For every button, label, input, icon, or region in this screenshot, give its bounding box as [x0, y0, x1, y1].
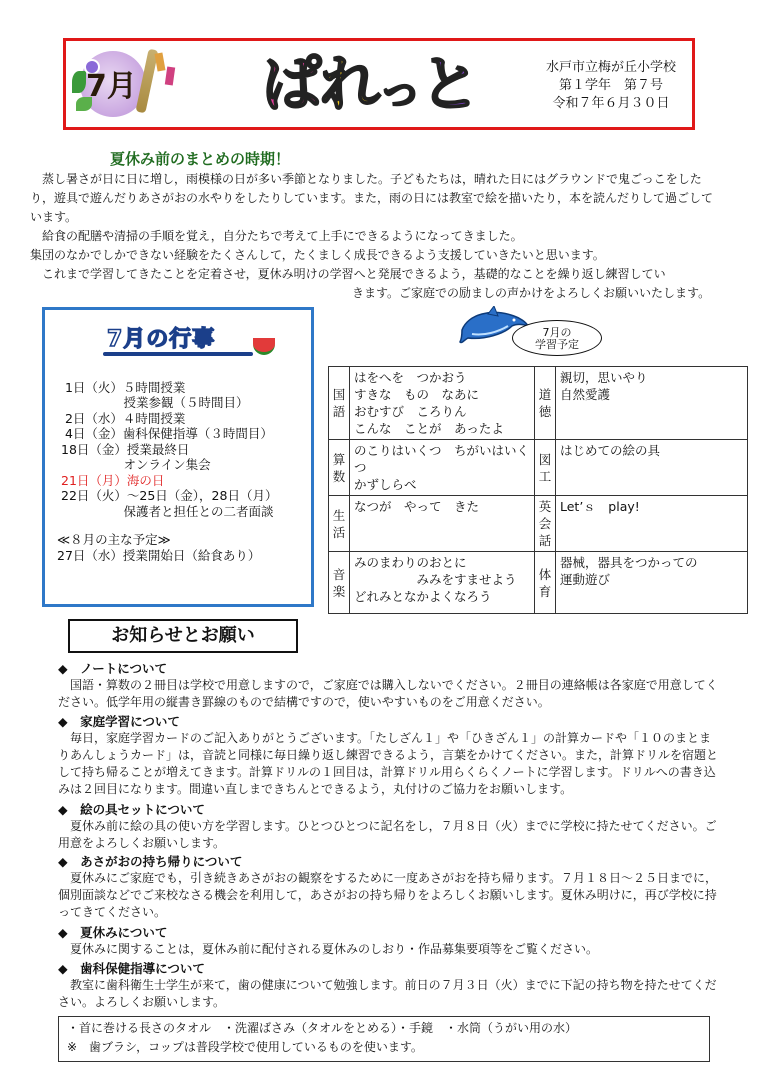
- notice-heading-text: 歯科保健指導について: [80, 961, 205, 976]
- subject-cell: 英会話: [535, 496, 556, 552]
- notice-heading-text: あさがおの持ち帰りについて: [80, 854, 243, 869]
- plan-label-line: 7月の: [542, 326, 572, 339]
- subject-cell: 音楽: [329, 552, 350, 614]
- intro-heading: 夏休み前のまとめの時期！: [110, 150, 291, 168]
- notice-body: 毎日，家庭学習カードのご記入ありがとうございます。「たしざん１」や「ひきざん１」の計算カードや「１０のまとまりあんしょうカード」は，音読と同様に毎日繰り返し練習できるよう，言葉をかけてください。また，計算ドリルを宿題として持ち帰ることが増えてきます。計算ドリルの１回目は，計算ドリル用らくらくノートに学習します。ドリルへの書き込みは２回目になります。間違い直しまできちんとできるよう，丸付けのご協力をお願いします。: [58, 731, 719, 796]
- issue-date: 令和７年６月３０日: [552, 96, 670, 111]
- event-line: 18日（金）授業最終日: [61, 442, 190, 457]
- content-cell: なつが やって きた: [350, 496, 535, 552]
- subject-cell: 国語: [329, 367, 350, 440]
- plan-label-line: 学習予定: [535, 338, 579, 351]
- event-line: 2日（水）４時間授業: [61, 411, 186, 426]
- table-row: [329, 367, 748, 440]
- tanzaku-icon: [154, 52, 165, 71]
- event-line: オンライン集会: [61, 457, 211, 472]
- august-heading: ≪８月の主な予定≫: [57, 532, 171, 547]
- notice-body: 夏休みにご家庭でも，引き続きあさがおの観察をするために一度あさがおを持ち帰ります。７月１８日～２５日までに，個別面談などでご来校なさる機会を利用して，あさがおの持ち帰りをよろしくお願いします。夏休み明けに，再び学校に持ってきてください。: [58, 871, 718, 919]
- issue-number: 第１学年 第７号: [558, 78, 663, 93]
- content-cell: Let’ｓ play!: [556, 496, 748, 552]
- subject-cell: 体育: [535, 552, 556, 614]
- content-cell: 親切，思いやり 自然愛護: [556, 367, 748, 440]
- event-line: 4日（金）歯科保健指導（３時間目）: [61, 426, 273, 441]
- content-cell: はをへを つかおう すきな もの なあに おむすび ころりん こんな ことが あったよ: [350, 367, 535, 440]
- plan-label: [518, 327, 596, 351]
- notice-heading: ◆ 絵の具セットについて: [58, 802, 205, 817]
- august-line: 27日（水）授業開始日（給食あり）: [57, 548, 261, 563]
- logo-char: れ: [320, 50, 378, 120]
- table-row: [329, 440, 748, 496]
- notice-heading-text: ノートについて: [80, 661, 168, 676]
- content-cell: みのまわりのおとに みみをすませよう どれみとなかよくなろう: [350, 552, 535, 614]
- tanzaku-icon: [165, 67, 175, 86]
- table-row: [329, 552, 748, 614]
- watermelon-icon: [253, 338, 275, 355]
- content-cell: 器械，器具をつかっての 運動遊び: [556, 552, 748, 614]
- notice-heading-text: 家庭学習について: [80, 714, 180, 729]
- notice-title: お知らせとお願い: [68, 619, 298, 653]
- school-info: [536, 59, 686, 113]
- newsletter-header: [63, 38, 695, 130]
- notice-heading-text: 絵の具セットについて: [80, 802, 205, 817]
- belongings-line: ・首に巻ける長さのタオル ・洗濯ばさみ（タオルをとめる）・手鏡 ・水筒（うがい用の水）: [67, 1021, 578, 1035]
- notice-heading: ◆ 夏休みについて: [58, 925, 168, 940]
- content-cell: のこりはいくつ ちがいはいくつ かずしらべ: [350, 440, 535, 496]
- notice-body: 夏休み前に絵の具の使い方を学習します。ひとつひとつに記名をし，７月８日（火）までに学校に持たせてください。ご用意をよろしくお願いします。: [58, 819, 717, 850]
- intro-paragraph: 蒸し暑さが日に日に増し，雨模様の日が多い季節となりました。子どもたちは，晴れた日にはグラウンドで鬼ごっこをしたり，遊具で遊んだりあさがおの水やりをしたりしています。また，雨の日には教室で絵を描いたり，本を読んだりして過ごしています。: [30, 172, 714, 224]
- study-plan-table: [328, 366, 748, 614]
- title-underline: [103, 352, 253, 356]
- school-name: 水戸市立梅が丘小学校: [545, 60, 676, 75]
- newsletter-logo: [262, 45, 478, 131]
- events-title: 7月の行事: [107, 327, 216, 352]
- subject-cell: 図工: [535, 440, 556, 496]
- content-cell: はじめての絵の具: [556, 440, 748, 496]
- event-line: 22日（火）～25日（金），28日（月）: [61, 488, 278, 503]
- belongings-note: ※ 歯ブラシ，コップは普段学校で使用しているものを使います。: [67, 1040, 423, 1054]
- notice-heading: ◆ ノートについて: [58, 661, 168, 676]
- intro-paragraph: きます。ご家庭での励ましの声かけをよろしくお願いいたします。: [352, 286, 711, 300]
- table-row: [329, 496, 748, 552]
- notice-body: 教室に歯科衛生士学生が来て，歯の健康について勉強します。前日の７月３日（火）までに下記の持ち物を持たせてください。よろしくお願いします。: [58, 978, 717, 1009]
- events-box: [42, 307, 314, 607]
- notice-body: 国語・算数の２冊目は学校で用意しますので，ご家庭では購入しないでください。２冊目の連絡帳は各家庭で用意してください。低学年用の縦書き罫線のもので結構ですので，使いやすいものをご用意ください。: [58, 678, 718, 709]
- intro-paragraph: 給食の配膳や清掃の手順を覚え，自分たちで考えて上手にできるようになってきました。: [30, 229, 523, 243]
- notice-heading-text: 夏休みについて: [80, 925, 168, 940]
- leaf-icon: [72, 71, 86, 93]
- subject-cell: 生活: [329, 496, 350, 552]
- notice-body: 夏休みに関することは，夏休み前に配付される夏休みのしおり・作品募集要項等をご覧ください。: [58, 942, 599, 956]
- notice-heading: ◆ 家庭学習について: [58, 714, 180, 729]
- subject-cell: 算数: [329, 440, 350, 496]
- belongings-box: [58, 1016, 710, 1062]
- intro-paragraph: これまで学習してきたことを定着させ，夏休み明けの学習へと発展できるよう，基礎的なことを繰り返し練習してい: [30, 267, 666, 281]
- notice-heading: ◆ 歯科保健指導について: [58, 961, 205, 976]
- event-line: 授業参観（５時間目）: [61, 395, 249, 410]
- subject-cell: 道徳: [535, 367, 556, 440]
- logo-char: っ: [378, 65, 420, 116]
- logo-char: と: [420, 50, 478, 120]
- intro-paragraph: 集団のなかでしかできない経験をたくさんして，たくましく成長できるよう支援していきたいと思います。: [30, 248, 605, 262]
- notice-heading: ◆ あさがおの持ち帰りについて: [58, 854, 243, 869]
- month-label: 7月: [86, 69, 137, 104]
- event-line-holiday: 21日（月）海の日: [61, 473, 165, 488]
- event-line: 1日（火）５時間授業: [61, 380, 186, 395]
- logo-char: ぱ: [262, 50, 320, 120]
- event-line: 保護者と担任との二者面談: [61, 504, 274, 519]
